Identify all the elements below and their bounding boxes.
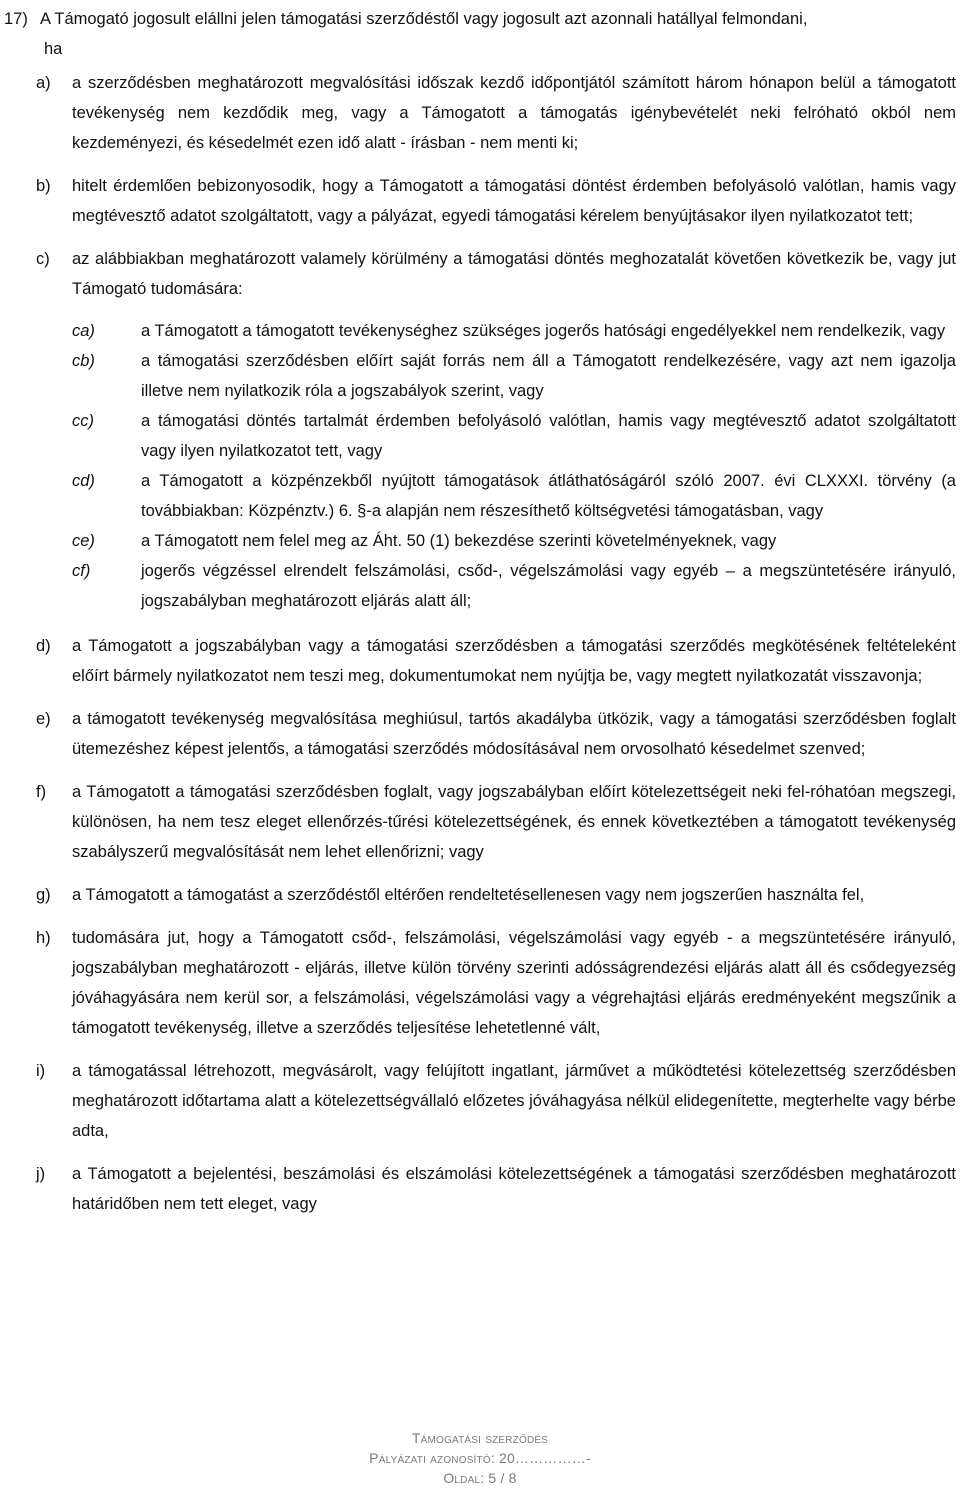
item-text: a Támogatott a bejelentési, beszámolási és elszámolási kötelezettségének a támogatási szerződésben meghatározott határidőben nem tett eleget, vagy [72,1165,956,1213]
list-item [36,880,956,910]
item-text: a Támogatott a jogszabályban vagy a támogatási szerződésben a támogatási szerződés megkötésének feltételeként előírt bármely nyilatkozatot nem teszi meg, dokumentumokat nem nyújtja be, vagy megtett nyilatkozatát visszavonja; [72,637,956,685]
sub-item-text: a támogatási döntés tartalmát érdemben befolyásoló valótlan, hamis vagy megtévesztő adatot szolgáltatott vagy ilyen nyilatkozatot tett, vagy [141,412,956,460]
item-label: g) [36,886,51,904]
item-text: a Támogatott a támogatást a szerződéstől eltérően rendeltetésellenesen vagy nem jogszerűen használta fel, [72,886,865,904]
item-text: a támogatott tevékenység megvalósítása meghiúsul, tartós akadályba ütközik, vagy a támogatási szerződésben foglalt ütemezéshez képest jelentős, a támogatási szerződés módosításával nem orvosolható késedelmet szenved; [72,710,956,758]
sub-list-item [72,346,956,406]
sub-item-label: cc) [72,412,94,430]
item-label: a) [36,74,51,92]
sub-item-label: ce) [72,532,95,550]
item-text: tudomására jut, hogy a Támogatott csőd-, felszámolási, végelszámolási vagy egyéb - a megszüntetésére irányuló, jogszabályban meghatározott - eljárás, illetve külön törvény szerinti adósságrendezési eljárás alatt áll és csődegyezség jóváhagyására nem kerül sor, a felszámolási, végelszámolási vagy a végrehajtási eljárás eredményeként megszűnik a támogatott tevékenység, illetve a szerződés teljesítése lehetetlenné vált, [72,929,956,1037]
sub-item-label: cb) [72,352,95,370]
sub-item-text: jogerős végzéssel elrendelt felszámolási, csőd-, végelszámolási vagy egyéb – a megszüntetésére irányuló, jogszabályban meghatározott eljárás alatt áll; [141,562,956,610]
item-label: f) [36,783,47,801]
sub-item-text: a Támogatott a támogatott tevékenységhez szükséges jogerős hatósági engedélyekkel nem rendelkezik, vagy [141,322,946,340]
item-text: a támogatással létrehozott, megvásárolt, vagy felújított ingatlant, járművet a működtetési kötelezettség szerződésben meghatározott időtartama alatt a kötelezettségvállaló előzetes jóváhagyása nélkül elidegenítette, megterhelte vagy bérbe adta, [72,1062,956,1140]
list-item [36,1159,956,1219]
sub-item-label: cf) [72,562,91,580]
item-label: j) [36,1165,46,1183]
section-number: 17) [4,10,28,28]
sub-list-item [72,526,956,556]
sub-condition-list [72,316,956,616]
footer-application-id: Pályázati azonosító: 20……………- [369,1450,591,1466]
sub-item-text: a Támogatott a közpénzekből nyújtott támogatások átláthatóságáról szóló 2007. évi CLXXXI. törvény (a továbbiakban: Közpénztv.) 6. §-a alapján nem részesíthető költségvetési támogatásban, vagy [141,472,956,520]
list-item [36,68,956,158]
item-text: a Támogatott a támogatási szerződésben foglalt, vagy jogszabályban előírt kötelezettségeit neki fel-róhatóan megszegi, különösen, ha nem tesz eleget ellenőrzés-tűrési kötelezettségének, és ennek következtében a támogatott tevékenység szabályszerű megvalósítását nem lehet ellenőrizni; vagy [72,783,956,861]
list-item [36,777,956,867]
item-label: d) [36,637,51,655]
sub-item-label: cd) [72,472,95,490]
list-item [36,631,956,691]
footer-page-number: Oldal: 5 / 8 [443,1470,517,1486]
sub-item-text: a Támogatott nem felel meg az Áht. 50 (1) bekezdése szerinti követelményeknek, vagy [141,532,777,550]
sub-list-item [72,406,956,466]
item-label: c) [36,250,50,268]
section-heading [4,4,954,64]
item-label: e) [36,710,51,728]
sub-item-label: ca) [72,322,95,340]
list-item [36,1056,956,1146]
sub-list-item [72,556,956,616]
sub-item-text: a támogatási szerződésben előírt saját forrás nem áll a Támogatott rendelkezésére, vagy azt nem igazolja illetve nem nyilatkozik róla a jogszabályok szerint, vagy [141,352,956,400]
list-item [36,704,956,764]
page-footer [0,1428,960,1488]
section-heading-text: A Támogató jogosult elállni jelen támogatási szerződéstől vagy jogosult azt azonnali hatállyal felmondani, [40,10,808,28]
section-heading-continuation: ha [44,40,63,58]
sub-list-item [72,466,956,526]
item-label: i) [36,1062,46,1080]
condition-list [36,68,956,1232]
footer-document-title: Támogatási szerződés [411,1430,549,1446]
list-item [36,923,956,1043]
item-text: hitelt érdemlően bebizonyosodik, hogy a Támogatott a támogatási döntést érdemben befolyásoló valótlan, hamis vagy megtévesztő adatot szolgáltatott, vagy a pályázat, egyedi támogatási kérelem benyújtásakor ilyen nyilatkozatot tett; [72,177,956,225]
list-item [36,171,956,231]
item-text: a szerződésben meghatározott megvalósítási időszak kezdő időpontjától számított három hónapon belül a támogatott tevékenység nem kezdődik meg, vagy a Támogatott a támogatás igénybevételét neki felróható okból nem kezdeményezi, és késedelmét ezen idő alatt - írásban - nem menti ki; [72,74,956,152]
list-item [36,244,956,304]
item-text: az alábbiakban meghatározott valamely körülmény a támogatási döntés meghozatalát követően következik be, vagy jut Támogató tudomására: [72,250,956,298]
sub-list-item [72,316,956,346]
item-label: b) [36,177,51,195]
item-label: h) [36,929,51,947]
